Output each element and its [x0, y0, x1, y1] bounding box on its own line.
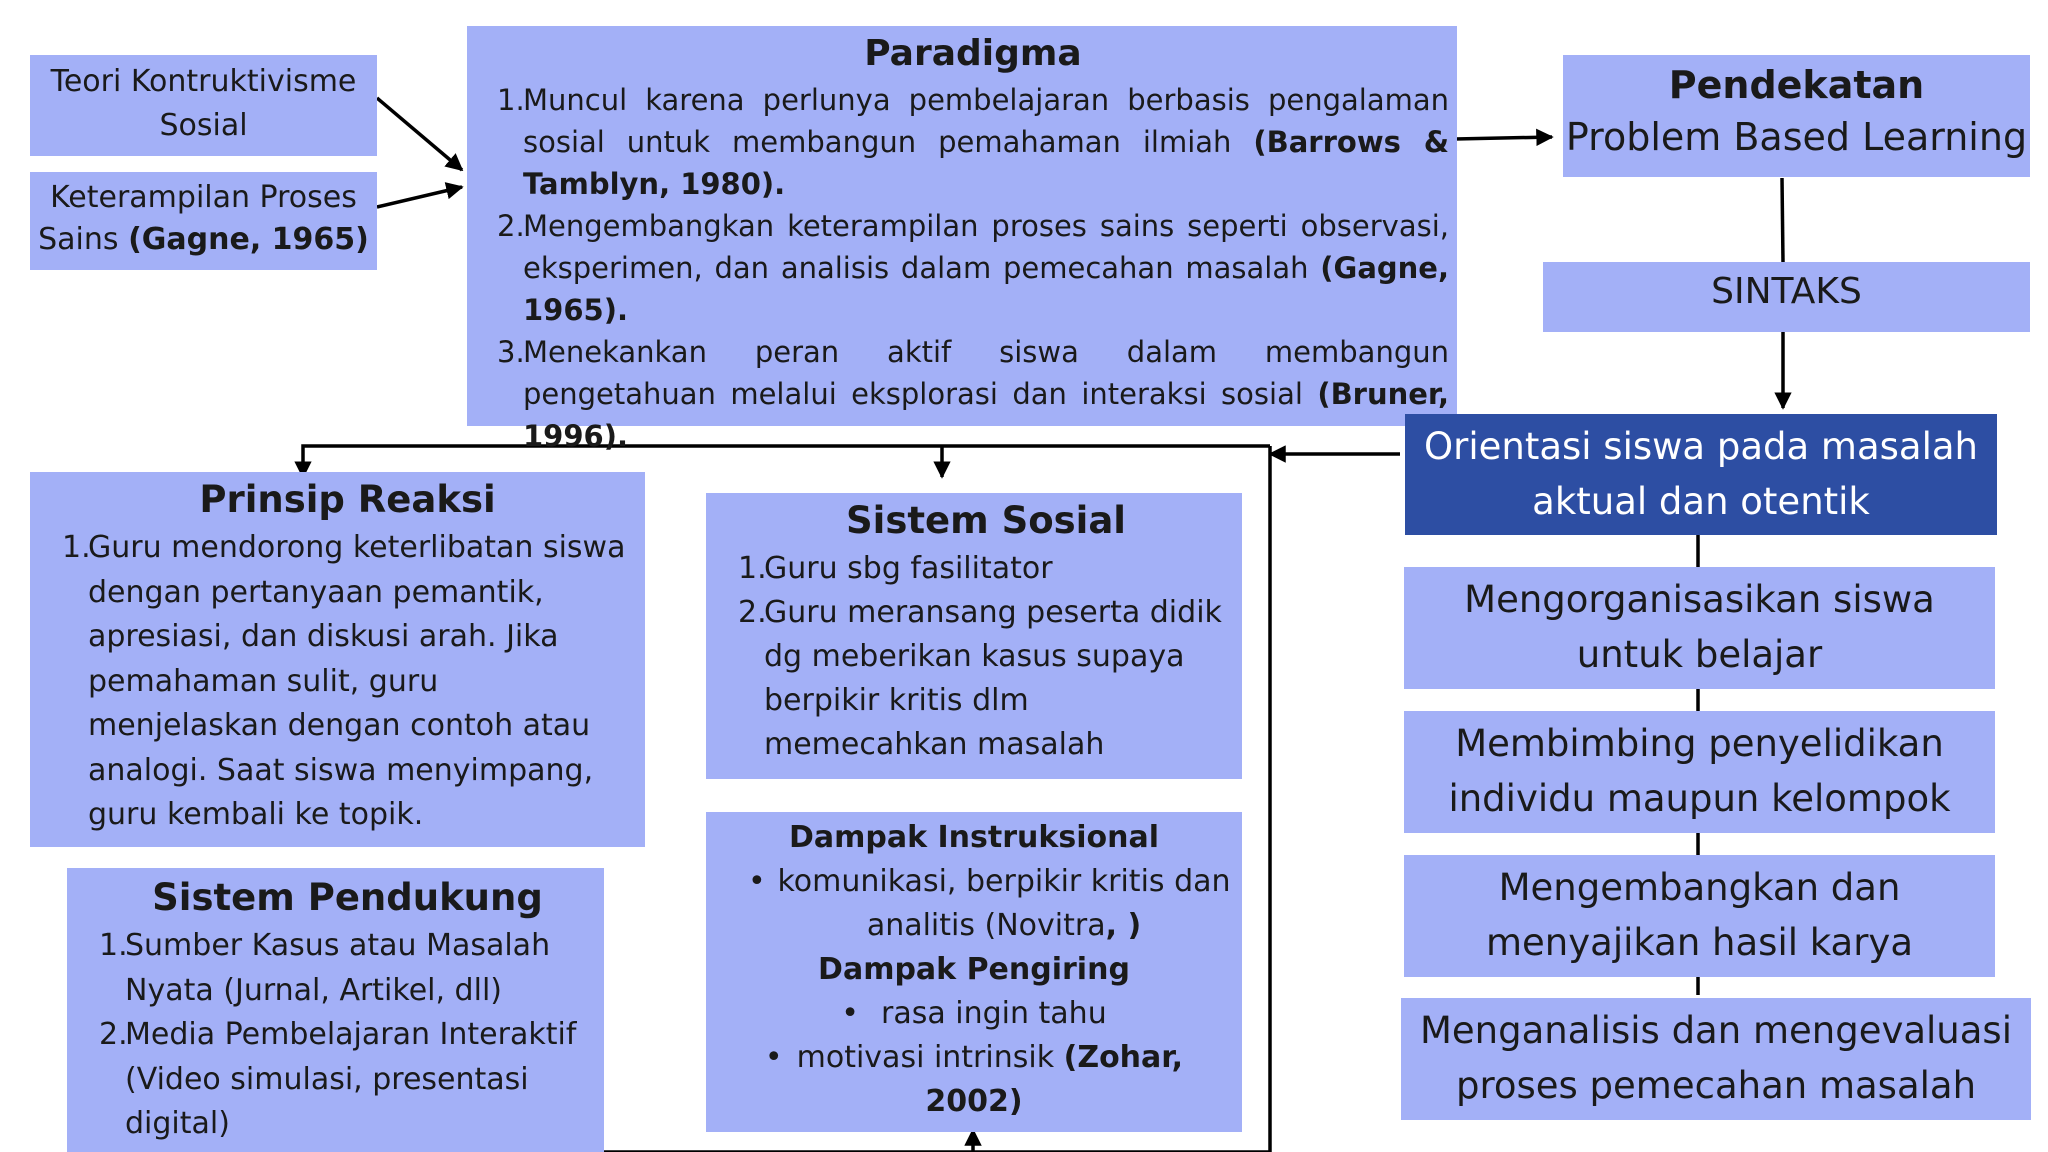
bullet-icon: •: [764, 1040, 783, 1075]
sistem-sosial-list: [738, 547, 1234, 767]
step-bimbing-line2: individu maupun kelompok: [1448, 777, 1951, 820]
item-number: 1.: [497, 83, 525, 117]
teori-line1: Teori Kontruktivisme: [50, 64, 357, 99]
sintaks-label: SINTAKS: [1711, 271, 1862, 312]
item-text: Media Pembelajaran Interaktif (Video simulasi, presentasi digital): [125, 1017, 577, 1141]
prinsip-reaksi-list: [62, 526, 633, 838]
prinsip-reaksi-box: [30, 472, 645, 847]
item-text: Mengembangkan keterampilan proses sains seperti observasi, eksperimen, dan analisis dalam pemecahan masalah: [523, 209, 1449, 285]
arrow-paradigma-to-pendekatan: [1455, 137, 1552, 139]
step-bimbing: [1404, 711, 1995, 833]
paradigma-list: [497, 79, 1449, 457]
item-number: 2.: [738, 595, 767, 630]
bullet-icon: •: [748, 864, 766, 899]
item-number: 3.: [497, 335, 525, 369]
item-text: Muncul karena perlunya pembelajaran berbasis pengalaman sosial untuk membangun pemahaman ilmiah: [523, 83, 1449, 159]
step-organisasi-line1: Mengorganisasikan siswa: [1464, 578, 1935, 621]
dampak-instruksional-line1: komunikasi, berpikir kritis dan: [777, 864, 1231, 899]
dampak-pengiring-item1-text: rasa ingin tahu: [880, 996, 1107, 1031]
line-pendekatan-to-sintaks: [1782, 178, 1783, 262]
sistem-pendukung-list: [99, 924, 596, 1147]
keterampilan-line2-text: Sains: [38, 222, 129, 257]
paradigma-title: Paradigma: [864, 33, 1082, 74]
item-text: Guru mendorong keterlibatan siswa dengan pertanyaan pemantik, apresiasi, dan diskusi arah. Jika pemahaman sulit, guru menjelaskan dengan contoh atau analogi. Saat siswa menyimpang, guru kembali ke topik.: [88, 530, 626, 832]
dampak-pengiring-item2-text: motivasi intrinsik: [796, 1040, 1064, 1075]
step-kembangkan-line2: menyajikan hasil karya: [1486, 921, 1913, 964]
dampak-instruksional-line2: analitis (Novitra: [866, 908, 1106, 943]
paradigma-box: [467, 26, 1457, 453]
item-number: 1.: [62, 530, 91, 565]
list-item: [497, 205, 1449, 331]
sistem-sosial-box: [706, 493, 1242, 779]
dampak-box: [706, 812, 1242, 1132]
item-number: 2.: [497, 209, 525, 243]
step-orientasi: [1405, 414, 1997, 535]
keterampilan-box: [30, 172, 377, 270]
dampak-pengiring-title: Dampak Pengiring: [818, 952, 1130, 987]
arrow-teori-to-paradigma: [377, 98, 462, 170]
prinsip-reaksi-title: Prinsip Reaksi: [199, 478, 496, 521]
list-item: [738, 547, 1234, 591]
list-item: [497, 79, 1449, 205]
sistem-pendukung-box: [67, 868, 604, 1152]
teori-box: [30, 55, 377, 156]
sintaks-box: [1543, 262, 2030, 332]
item-text: Sumber Kasus atau Masalah Nyata (Jurnal, Artikel, dll): [125, 928, 551, 1008]
item-reference: (Gagne, 1965).: [523, 251, 1449, 327]
item-text: Menekankan peran aktif siswa dalam membangun pengetahuan melalui eksplorasi dan interaksi sosial: [523, 335, 1449, 411]
keterampilan-line2: [30, 219, 377, 261]
dampak-instruksional-line2-bold: , ): [1105, 908, 1142, 943]
arrow-keterampilan-to-paradigma: [377, 187, 462, 207]
step-kembangkan-line1: Mengembangkan dan: [1498, 866, 1901, 909]
dampak-pengiring-item2: [716, 1036, 1232, 1124]
dampak-instruksional-item: [716, 860, 1232, 948]
step-orientasi-line2: aktual dan otentik: [1532, 480, 1870, 523]
bullet-icon: •: [841, 996, 859, 1031]
pendekatan-box: [1563, 55, 2030, 177]
item-number: 1.: [738, 551, 767, 586]
step-bimbing-line1: Membimbing penyelidikan: [1455, 722, 1944, 765]
step-analisis: [1401, 998, 2031, 1120]
list-item: [99, 924, 596, 1013]
dampak-pengiring-item1: [716, 992, 1232, 1036]
item-number: 2.: [99, 1017, 128, 1052]
item-reference: (Bruner, 1996).: [523, 377, 1449, 453]
dampak-instruksional-title: Dampak Instruksional: [789, 820, 1159, 855]
list-item: [738, 591, 1234, 767]
keterampilan-line1: Keterampilan Proses: [50, 180, 357, 215]
step-organisasi-line2: untuk belajar: [1576, 633, 1823, 676]
step-analisis-line2: proses pemecahan masalah: [1455, 1064, 1977, 1107]
step-organisasi: [1404, 567, 1995, 689]
step-analisis-line1: Menganalisis dan mengevaluasi: [1420, 1009, 2012, 1052]
item-reference: (Barrows & Tamblyn, 1980).: [523, 125, 1449, 201]
step-orientasi-line1: Orientasi siswa pada masalah: [1423, 425, 1978, 468]
sistem-pendukung-title: Sistem Pendukung: [152, 876, 543, 919]
list-item: [62, 526, 633, 838]
list-item: [99, 1013, 596, 1147]
teori-line2: Sosial: [159, 108, 248, 143]
item-text: Guru meransang peserta didik dg meberikan kasus supaya berpikir kritis dlm memecahkan masalah: [764, 595, 1222, 762]
pendekatan-title: Pendekatan: [1668, 63, 1925, 107]
step-kembangkan: [1404, 855, 1995, 977]
dampak-pengiring-item2-ref: (Zohar, 2002): [925, 1040, 1184, 1119]
sistem-sosial-title: Sistem Sosial: [846, 499, 1126, 542]
list-item: [497, 331, 1449, 457]
item-text: Guru sbg fasilitator: [764, 551, 1053, 586]
keterampilan-ref: (Gagne, 1965): [128, 222, 369, 257]
item-number: 1.: [99, 928, 128, 963]
pendekatan-subtitle: Problem Based Learning: [1565, 115, 2028, 159]
